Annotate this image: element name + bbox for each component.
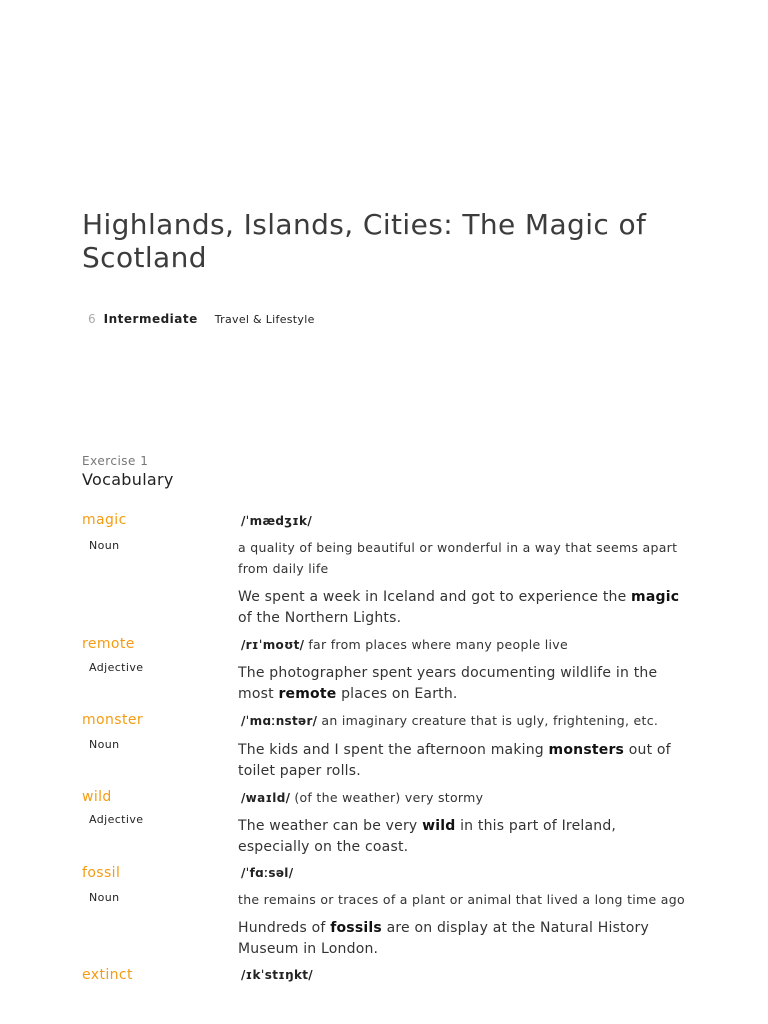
vocab-ipa: /ˈmɑːnstər/ an imaginary creature that is ugly, frightening, etc. bbox=[241, 713, 659, 728]
exercise-title: Vocabulary bbox=[82, 470, 174, 489]
vocab-definition: far from places where many people live bbox=[308, 637, 568, 652]
vocab-word[interactable]: remote bbox=[82, 636, 135, 652]
vocab-word[interactable]: monster bbox=[82, 712, 144, 728]
vocab-ipa: /ɪkˈstɪŋkt/ bbox=[241, 968, 313, 982]
lesson-title: Highlands, Islands, Cities: The Magic of Scotland bbox=[82, 208, 647, 274]
vocab-ipa: /rɪˈmoʊt/ far from places where many people live bbox=[241, 637, 568, 652]
vocab-ipa: /ˈmædʒɪk/ bbox=[241, 514, 313, 528]
vocab-example: The weather can be very wild in this part of Ireland, especially on the coast. bbox=[238, 818, 617, 855]
vocab-definition: (of the weather) very stormy bbox=[294, 790, 484, 805]
vocab-ipa: /waɪld/ (of the weather) very stormy bbox=[241, 790, 484, 805]
vocab-word[interactable]: extinct bbox=[82, 967, 133, 983]
exercise-label: Exercise 1 bbox=[82, 454, 149, 468]
category-link[interactable]: Travel & Lifestyle bbox=[214, 313, 315, 326]
vocab-definition: an imaginary creature that is ugly, frightening, etc. bbox=[321, 713, 659, 728]
vocab-word[interactable]: wild bbox=[82, 789, 112, 805]
vocab-pos: Adjective bbox=[89, 813, 144, 826]
level-number: 6 bbox=[88, 312, 96, 326]
vocab-example: The photographer spent years documenting wildlife in the most remote places on Earth. bbox=[238, 665, 658, 702]
vocab-example: Hundreds of fossils are on display at the Natural History Museum in London. bbox=[238, 920, 649, 957]
vocab-example: The kids and I spent the afternoon making monsters out of toilet paper rolls. bbox=[238, 742, 671, 779]
vocab-pos: Noun bbox=[89, 891, 120, 904]
vocab-word[interactable]: magic bbox=[82, 512, 127, 528]
vocab-pos: Adjective bbox=[89, 661, 144, 674]
vocab-ipa: /ˈfɑːsəl/ bbox=[241, 866, 294, 880]
lesson-meta bbox=[88, 312, 315, 326]
vocab-definition: a quality of being beautiful or wonderful in a way that seems apart from daily life bbox=[238, 540, 678, 576]
vocab-example: We spent a week in Iceland and got to experience the magic of the Northern Lights. bbox=[238, 589, 680, 626]
vocab-word[interactable]: fossil bbox=[82, 865, 121, 881]
level-name[interactable]: Intermediate bbox=[103, 312, 198, 326]
vocab-pos: Noun bbox=[89, 738, 120, 751]
vocab-pos: Noun bbox=[89, 539, 120, 552]
vocab-definition: the remains or traces of a plant or animal that lived a long time ago bbox=[238, 892, 685, 907]
